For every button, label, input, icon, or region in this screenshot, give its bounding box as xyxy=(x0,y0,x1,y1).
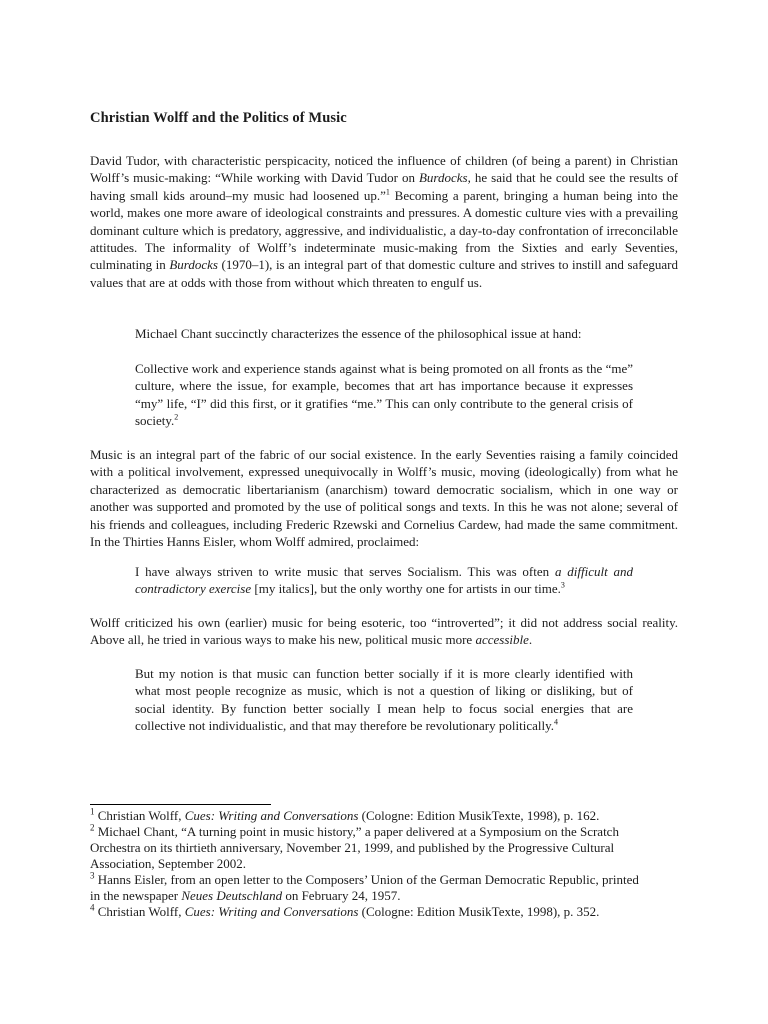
footnote-newspaper-title: Neues Deutschland xyxy=(181,888,283,903)
block-quote-1 xyxy=(135,360,633,430)
footnote-ref-1: 1 xyxy=(385,187,390,197)
footnotes xyxy=(90,808,650,920)
footnote-text-end: (Cologne: Edition MusikTexte, 1998), p. 162. xyxy=(358,808,600,823)
footnote-text: Hanns Eisler, from an open letter to the Composers’ Union of the German Democratic Republic, printed in the newspaper xyxy=(90,872,639,903)
block-quote-2-text-a: I have always striven to write music that serves Socialism. This was often xyxy=(135,564,555,579)
footnote-number: 1 xyxy=(90,806,95,817)
block-quote-3-text: But my notion is that music can function better socially if it is more clearly identified with what most people recognize as music, which is not a question of liking or disliking, but of social identity. By function better socially I mean help to focus social energies that are collective not individualistic, and that may therefore be revolutionary politically. xyxy=(135,666,633,734)
paragraph-1-text-a: David Tudor, with characteristic perspicacity, noticed the influence of children (of being a parent) in Christian Wolff’s music-making: “While working with David Tudor on xyxy=(90,153,678,186)
block-quote-3 xyxy=(135,665,633,735)
footnote-4 xyxy=(90,904,650,920)
footnote-book-title: Cues: Writing and Conversations xyxy=(184,904,359,919)
footnote-ref-2: 2 xyxy=(174,412,179,422)
paragraph-1-text-b: he said that he could see the results of having small kids around–my music had loosened up.” xyxy=(90,170,678,203)
block-quote-2-emphasis: a difficult and contradictory exercise xyxy=(135,564,633,597)
page-title: Christian Wolff and the Politics of Music xyxy=(90,110,347,126)
paragraph-1-title-burdocks-2: Burdocks xyxy=(169,257,218,273)
quote-intro: Michael Chant succinctly characterizes the essence of the philosophical issue at hand: xyxy=(135,326,582,341)
paragraph-3 xyxy=(90,614,678,649)
block-quote-2 xyxy=(135,563,633,598)
paragraph-3-text-b: . xyxy=(528,632,533,648)
footnote-text-end: (Cologne: Edition MusikTexte, 1998), p. 352. xyxy=(358,904,600,919)
footnote-ref-3: 3 xyxy=(560,581,565,591)
footnote-1 xyxy=(90,808,650,824)
paragraph-2: Music is an integral part of the fabric of our social existence. In the early Seventies raising a family coincided with a political involvement, expressed unequivocally in Wolff’s music, moving (ideologically) from what he characterized as democratic libertarianism (anarchism) toward democratic socialism, which in one way or another was supported and promoted by the use of political songs and texts. In this he was not alone; several of his friends and colleagues, including Frederic Rzewski and Cornelius Cardew, had made the same commitment. In the Thirties Hanns Eisler, whom Wolff admired, proclaimed: xyxy=(90,447,678,550)
paragraph-1-text-d: (1970–1), is an integral part of that domestic culture and strives to instill and safeguard values that are at odds with those from without which threaten to engulf us. xyxy=(90,257,678,290)
footnote-number: 4 xyxy=(90,902,95,913)
footnote-number: 3 xyxy=(90,870,95,881)
footnote-text: Michael Chant, “A turning point in music history,” a paper delivered at a Symposium on the Scratch Orchestra on its thirtieth anniversary, November 21, 1999, and published by the Progressive Cultural Association, September 2002. xyxy=(90,824,619,871)
block-quote-2-text-b: [my italics], but the only worthy one for artists in our time. xyxy=(251,581,561,597)
footnote-2 xyxy=(90,824,650,872)
footnote-text: Christian Wolff, xyxy=(97,808,185,823)
paragraph-1-text-c: Becoming a parent, bringing a human being into the world, makes one more aware of ideological constraints and pressures. A domestic culture vies with a prevailing dominant culture which is predatory, aggressive, and individualistic, a day-to-day confrontation of irreconcilable attitudes. The informality of Wolff’s indeterminate music-making from the Sixties and early Seventies, culminating in xyxy=(90,187,678,273)
paragraph-1-title-burdocks: Burdocks, xyxy=(418,170,471,186)
footnote-text: Christian Wolff, xyxy=(97,904,185,919)
footnote-text-end: on February 24, 1957. xyxy=(282,888,401,903)
paragraph-3-text-a: Wolff criticized his own (earlier) music for being esoteric, too “introverted”; it did not address social reality. Above all, he tried in various ways to make his new, political music more xyxy=(90,615,678,648)
block-quote-1-text: Collective work and experience stands against what is being promoted on all fronts as the “me” culture, where the issue, for example, becomes that art has importance because it expresses “my” life, “I” did this first, or it gratifies “me.” This can only contribute to the general crisis of society. xyxy=(135,361,633,429)
footnote-number: 2 xyxy=(90,822,95,833)
paragraph-3-emphasis: accessible xyxy=(475,632,529,648)
footnote-ref-4: 4 xyxy=(554,717,558,727)
footnote-book-title: Cues: Writing and Conversations xyxy=(184,808,359,823)
paragraph-1 xyxy=(90,152,678,291)
footnote-3 xyxy=(90,872,650,904)
footnote-separator xyxy=(90,804,271,805)
